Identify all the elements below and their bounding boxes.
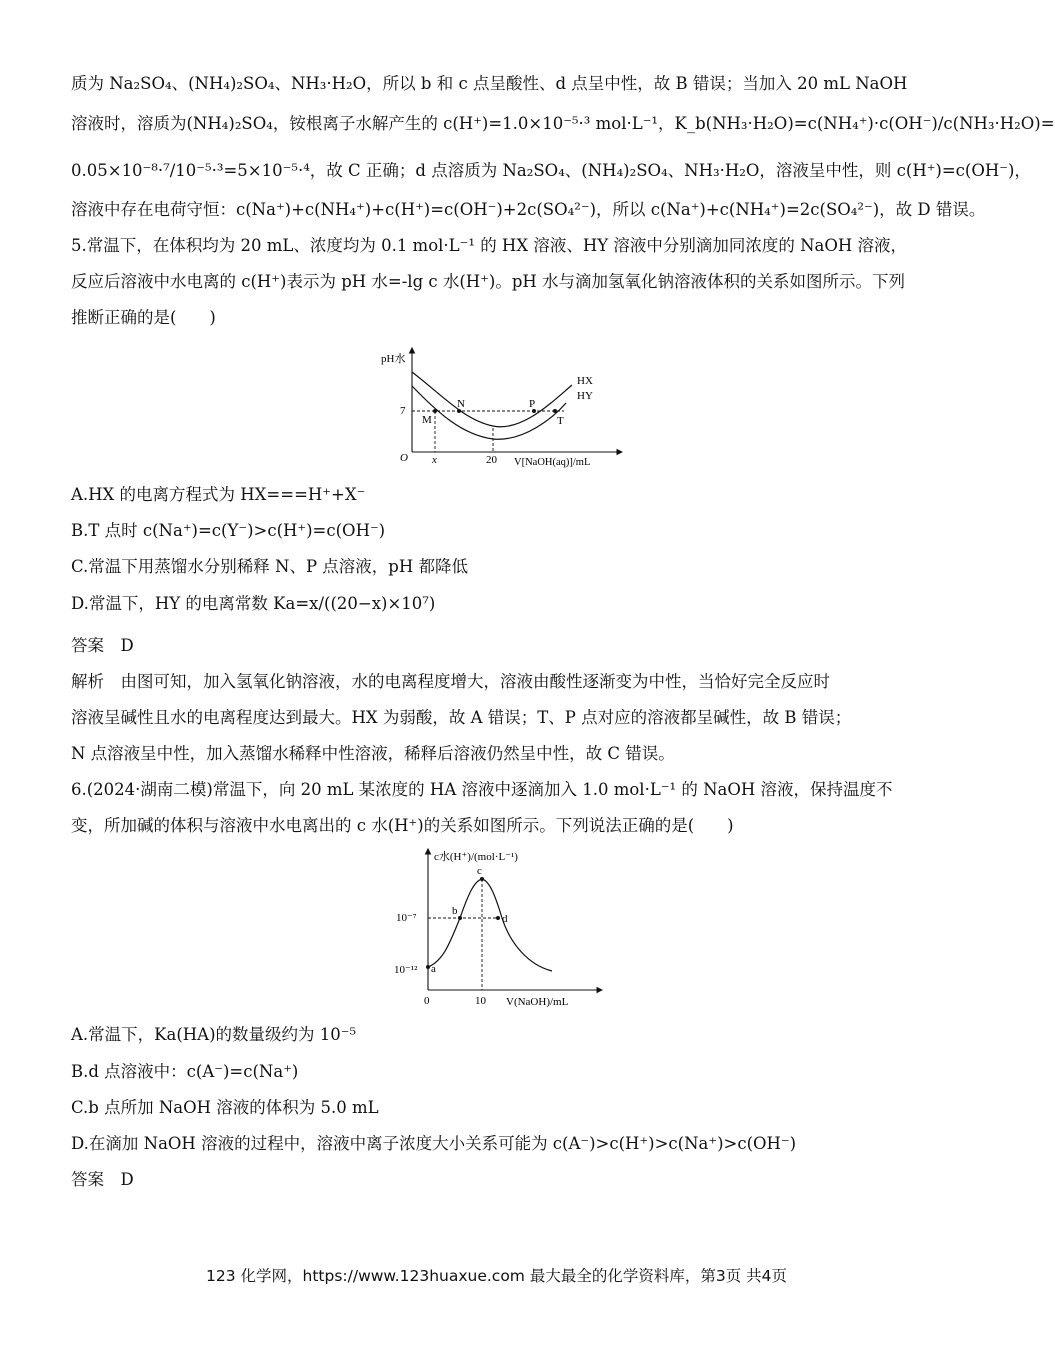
- label-a: a: [431, 963, 436, 975]
- option-c: C.b 点所加 NaOH 溶液的体积为 5.0 mL: [71, 1098, 379, 1117]
- label-m: M: [422, 414, 432, 426]
- figure-ph-water-curve: [372, 340, 632, 472]
- y-tick-7: 7: [400, 405, 406, 417]
- option-d: D.在滴加 NaOH 溶液的过程中，溶液中离子浓度大小关系可能为 c(A⁻)>c(H⁺)>c(Na⁺)>c(OH⁻): [71, 1134, 797, 1153]
- text-line: 变，所加碱的体积与溶液中水电离出的 c 水(H⁺)的关系如图所示。下列说法正确的是( ): [71, 816, 734, 835]
- y-axis-label: c水(H⁺)/(mol·L⁻¹): [434, 851, 518, 863]
- option-b: B.T 点时 c(Na⁺)=c(Y⁻)>c(H⁺)=c(OH⁻): [71, 521, 386, 540]
- x-axis-label: V[NaOH(aq)]/mL: [514, 457, 591, 468]
- figure-water-ionization-curve: [388, 843, 618, 1015]
- point-t: [553, 409, 557, 413]
- option-b: B.d 点溶液中：c(A⁻)=c(Na⁺): [71, 1062, 299, 1081]
- text-line: 溶液时，溶质为(NH₄)₂SO₄，铵根离子水解产生的 c(H⁺)=1.0×10⁻⁵·³ mol·L⁻¹，K_b(NH₃·H₂O)=c(NH₄⁺)·c(OH⁻)/c(NH₃·H₂O)=: [71, 114, 1055, 133]
- question-5-stem: 5.常温下，在体积均为 20 mL、浓度均为 0.1 mol·L⁻¹ 的 HX 溶液、HY 溶液中分别滴加同浓度的 NaOH 溶液，: [71, 236, 908, 255]
- x-tick-x: x: [432, 454, 437, 466]
- point-c: [480, 877, 484, 881]
- point-m: [433, 409, 437, 413]
- label-hx: HX: [577, 375, 593, 387]
- text-line: 溶液中存在电荷守恒：c(Na⁺)+c(NH₄⁺)+c(H⁺)=c(OH⁻)+2c(SO₄²⁻)，所以 c(Na⁺)+c(NH₄⁺)=2c(SO₄²⁻)，故 D 错误。: [71, 200, 986, 219]
- x-tick-10: 10: [475, 995, 486, 1007]
- label-t: T: [557, 415, 564, 427]
- option-c: C.常温下用蒸馏水分别稀释 N、P 点溶液，pH 都降低: [71, 557, 469, 576]
- analysis: 解析 由图可知，加入氢氧化钠溶液，水的电离程度增大，溶液由酸性逐渐变为中性，当恰好完全反应时: [71, 672, 830, 691]
- point-b: [458, 916, 462, 920]
- option-a: A.HX 的电离方程式为 HX===H⁺+X⁻: [71, 485, 366, 504]
- curve-hx: [412, 372, 572, 427]
- text-line: 0.05×10⁻⁸·⁷/10⁻⁵·³=5×10⁻⁵·⁴，故 C 正确；d 点溶质为 Na₂SO₄、(NH₄)₂SO₄、NH₃·H₂O，溶液呈中性，则 c(H⁺)=c(OH⁻)，: [71, 161, 1031, 180]
- option-a: A.常温下，Ka(HA)的数量级约为 10⁻⁵: [71, 1025, 357, 1044]
- answer: 答案 D: [71, 636, 134, 655]
- label-d: d: [502, 913, 508, 925]
- label-p: P: [529, 398, 536, 410]
- origin-label: 0: [424, 995, 430, 1007]
- x-tick-20: 20: [486, 454, 497, 466]
- origin-label: O: [400, 452, 408, 464]
- ionization-curve: [428, 879, 552, 971]
- y-tick-1e-12: 10⁻¹²: [394, 964, 418, 976]
- label-b: b: [452, 905, 458, 917]
- text-line: N 点溶液呈中性，加入蒸馏水稀释中性溶液，稀释后溶液仍然呈中性，故 C 错误。: [71, 744, 675, 763]
- text-line: 溶液呈碱性且水的电离程度达到最大。HX 为弱酸，故 A 错误；T、P 点对应的溶液都呈碱性，故 B 错误；: [71, 708, 852, 727]
- text-line: 反应后溶液中水电离的 c(H⁺)表示为 pH 水=-lg c 水(H⁺)。pH 水与滴加氢氧化钠溶液体积的关系如图所示。下列: [71, 272, 906, 291]
- question-6-stem: 6.(2024·湖南二模)常温下，向 20 mL 某浓度的 HA 溶液中逐滴加入 1.0 mol·L⁻¹ 的 NaOH 溶液，保持温度不: [71, 780, 893, 799]
- answer: 答案 D: [71, 1170, 134, 1189]
- text-line: 质为 Na₂SO₄、(NH₄)₂SO₄、NH₃·H₂O，所以 b 和 c 点呈酸性、d 点呈中性，故 B 错误；当加入 20 mL NaOH: [71, 74, 908, 93]
- page-footer: 123 化学网，https://www.123huaxue.com 最大最全的化学资料库，第3页 共4页: [206, 1267, 787, 1285]
- label-hy: HY: [577, 390, 593, 402]
- option-d: D.常温下，HY 的电离常数 Ka=x/((20−x)×10⁷): [71, 594, 436, 613]
- label-c: c: [477, 865, 482, 877]
- x-axis-label: V(NaOH)/mL: [506, 996, 569, 1008]
- point-d: [496, 916, 500, 920]
- point-a: [426, 965, 430, 969]
- y-axis-label: pH水: [381, 353, 406, 365]
- y-tick-1e-7: 10⁻⁷: [396, 912, 417, 924]
- label-n: N: [457, 398, 465, 410]
- text-line: 推断正确的是( ): [71, 308, 216, 327]
